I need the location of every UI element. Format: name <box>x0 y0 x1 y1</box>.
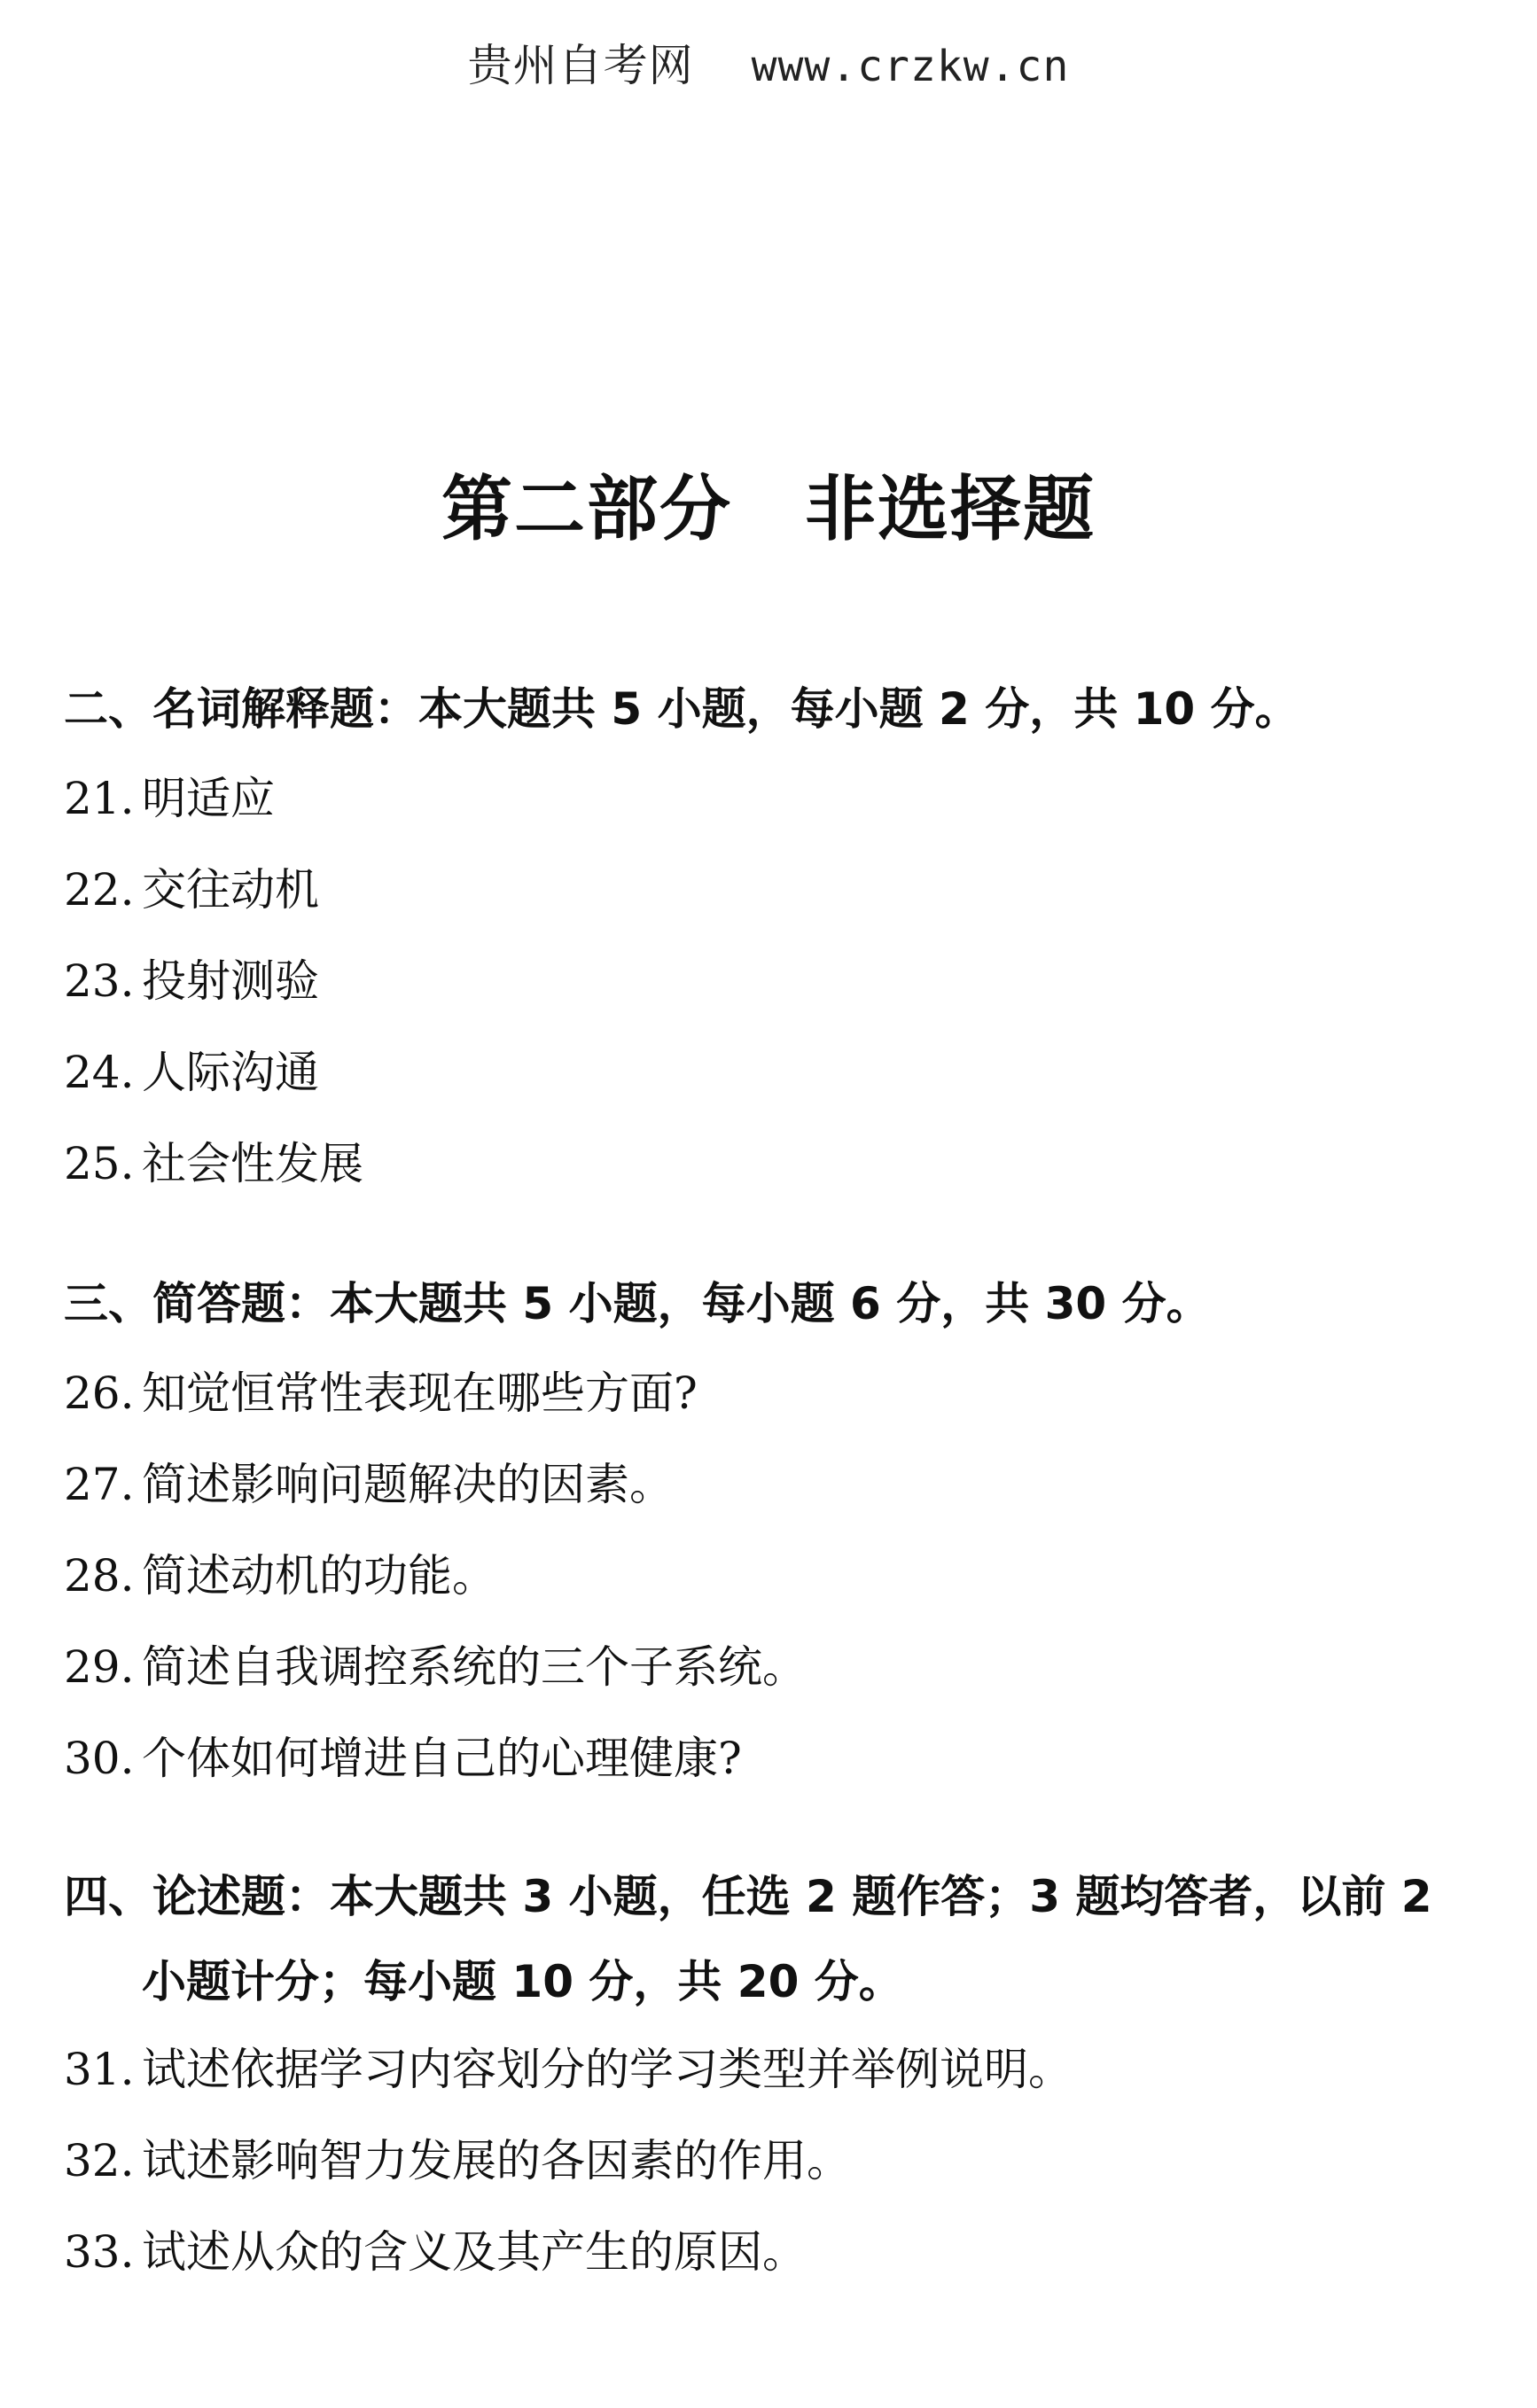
question-text: 试述从众的含义及其产生的原因。 <box>142 2226 807 2278</box>
question-item <box>64 2116 1482 2207</box>
question-text: 简述自我调控系统的三个子系统。 <box>142 1641 807 1693</box>
question-item <box>64 1439 1482 1531</box>
question-item <box>64 1622 1482 1713</box>
question-item <box>64 1348 1482 1439</box>
question-number: 21. <box>64 773 135 824</box>
question-item <box>64 1531 1482 1622</box>
question-item <box>64 2024 1482 2116</box>
question-number: 28. <box>64 1550 135 1601</box>
question-text: 人际沟通 <box>142 1047 319 1098</box>
question-item <box>64 845 1482 936</box>
question-item <box>64 1713 1482 1804</box>
question-text: 社会性发展 <box>142 1138 363 1189</box>
question-number: 22. <box>64 864 135 916</box>
question-text: 简述动机的功能。 <box>142 1550 496 1601</box>
question-text: 试述影响智力发展的各因素的作用。 <box>142 2135 851 2186</box>
question-text: 投射测验 <box>142 955 319 1007</box>
question-text: 知觉恒常性表现在哪些方面? <box>142 1368 698 1419</box>
question-number: 24. <box>64 1047 135 1098</box>
section-heading: 三、简答题：本大题共 5 小题，每小题 6 分，共 30 分。 <box>64 1278 1211 1329</box>
question-text: 明适应 <box>142 773 275 824</box>
site-watermark <box>0 30 1537 94</box>
question-text: 个体如何增进自己的心理健康? <box>142 1733 742 1784</box>
section-essay <box>64 1854 1482 2298</box>
question-number: 32. <box>64 2135 135 2186</box>
question-number: 26. <box>64 1368 135 1419</box>
question-number: 29. <box>64 1641 135 1693</box>
question-list <box>64 2024 1482 2298</box>
question-number: 30. <box>64 1733 135 1784</box>
question-list <box>64 1348 1482 1804</box>
part-title: 第二部分 非选择题 <box>441 468 1096 550</box>
question-number: 27. <box>64 1459 135 1510</box>
question-number: 33. <box>64 2226 135 2278</box>
question-text: 交往动机 <box>142 864 319 916</box>
question-item <box>64 2207 1482 2298</box>
question-number: 23. <box>64 955 135 1007</box>
section-term-definitions <box>64 665 1482 1210</box>
question-item <box>64 1027 1482 1118</box>
question-number: 31. <box>64 2044 135 2095</box>
question-item <box>64 753 1482 845</box>
section-heading: 二、名词解释题：本大题共 5 小题，每小题 2 分，共 10 分。 <box>64 683 1299 735</box>
site-url: www.crzkw.cn <box>751 42 1070 91</box>
question-text: 试述依据学习内容划分的学习类型并举例说明。 <box>142 2044 1073 2095</box>
questions-content <box>64 665 1482 2298</box>
question-number: 25. <box>64 1138 135 1189</box>
question-text: 简述影响问题解决的因素。 <box>142 1459 674 1510</box>
question-list <box>64 753 1482 1210</box>
section-short-answer <box>64 1259 1482 1804</box>
site-name: 贵州自考网 <box>467 40 694 91</box>
section-heading: 四、论述题：本大题共 3 小题，任选 2 题作答；3 题均答者，以前 2 小题计分；每小题 10 分，共 20 分。 <box>64 1871 1432 2007</box>
question-item <box>64 936 1482 1027</box>
question-item <box>64 1118 1482 1210</box>
